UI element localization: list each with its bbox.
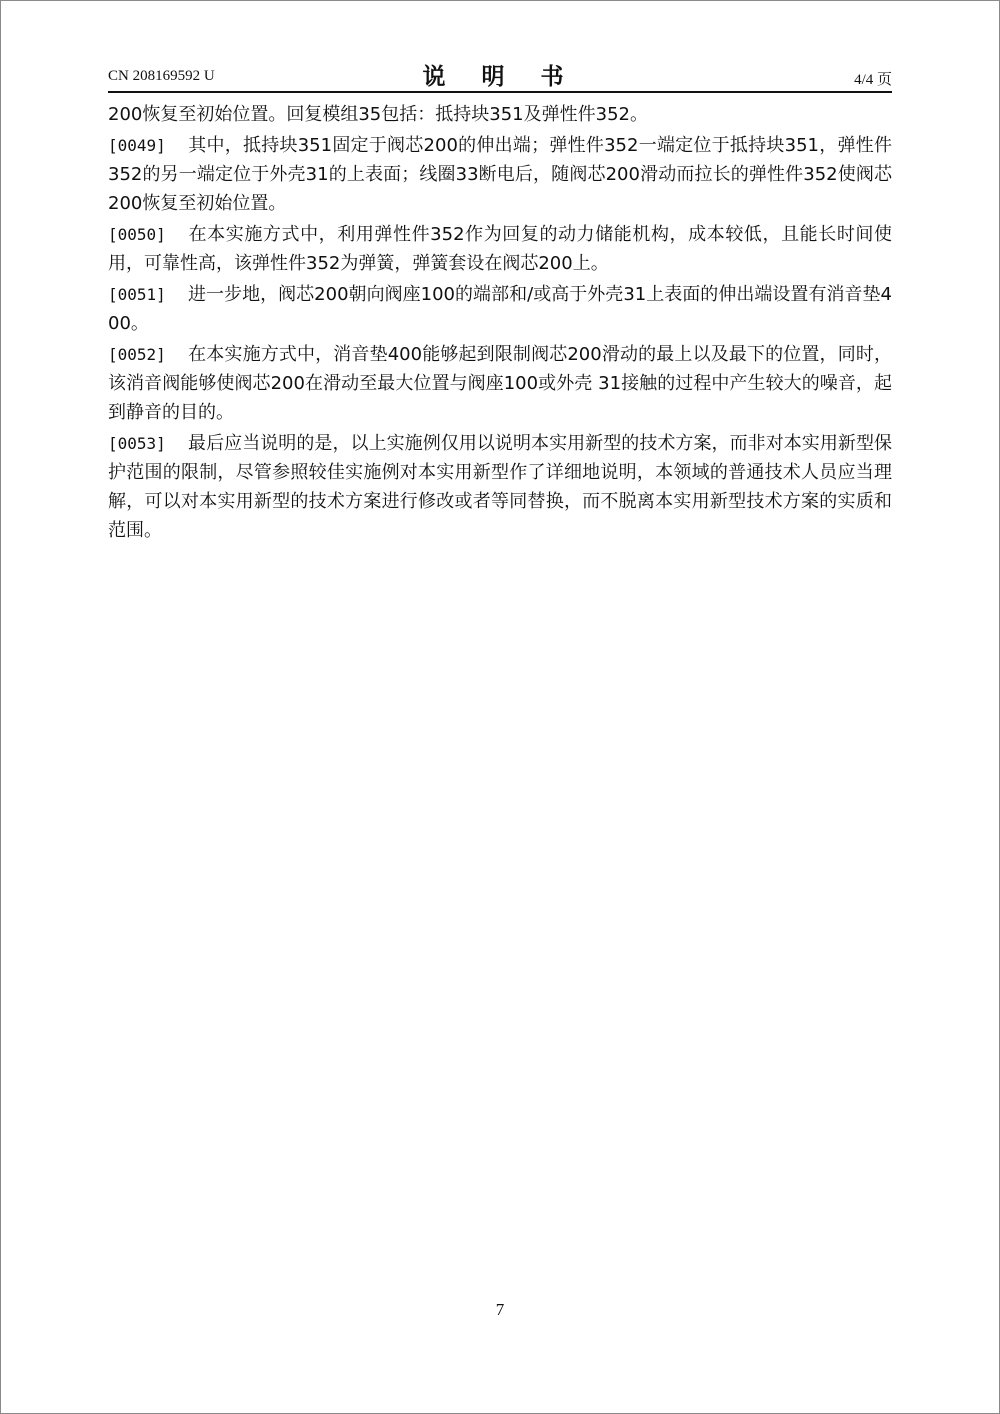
paragraph-0050	[108, 220, 892, 278]
paragraph-text: 最后应当说明的是，以上实施例仅用以说明本实用新型的技术方案，而非对本实用新型保护范围的限制，尽管参照较佳实施例对本实用新型作了详细地说明，本领域的普通技术人员应当理解，可以对本实用新型的技术方案进行修改或者等同替换，而不脱离本实用新型技术方案的实质和范围。	[108, 433, 892, 541]
paragraph-text: 在本实施方式中，利用弹性件352作为回复的动力储能机构，成本较低，且能长时间使用，可靠性高，该弹性件352为弹簧，弹簧套设在阀芯200上。	[108, 224, 892, 274]
paragraph-text: 进一步地，阀芯200朝向阀座100的端部和/或高于外壳31上表面的伸出端设置有消音垫400。	[108, 284, 892, 334]
paragraph-number: [0051]	[108, 285, 166, 304]
paragraph-text: 200恢复至初始位置。回复模组35包括：抵持块351及弹性件352。	[108, 104, 648, 125]
paragraph-text: 其中，抵持块351固定于阀芯200的伸出端；弹性件352一端定位于抵持块351，弹性件352的另一端定位于外壳31的上表面；线圈33断电后，随阀芯200滑动而拉长的弹性件352使阀芯200恢复至初始位置。	[108, 135, 892, 214]
paragraph-0052	[108, 340, 892, 427]
paragraph-number: [0052]	[108, 345, 166, 364]
paragraph-text: 在本实施方式中，消音垫400能够起到限制阀芯200滑动的最上以及最下的位置，同时，该消音阀能够使阀芯200在滑动至最大位置与阀座100或外壳 31接触的过程中产生较大的噪音，起到静音的目的。	[108, 344, 892, 423]
paragraph-0049	[108, 131, 892, 218]
paragraph-number: [0050]	[108, 225, 166, 244]
paragraph-number: [0049]	[108, 136, 166, 155]
publication-number: CN 208169592 U	[108, 68, 215, 84]
paragraph-0051	[108, 280, 892, 338]
page-number: 7	[495, 1300, 505, 1319]
document-title: 说 明 书	[422, 64, 578, 90]
page-header	[108, 58, 892, 90]
paragraph-number: [0053]	[108, 434, 166, 453]
paragraph-0053	[108, 429, 892, 545]
document-body	[108, 100, 892, 547]
page-indicator: 4/4 页	[854, 72, 892, 88]
paragraph-continuation	[108, 100, 892, 129]
header-divider	[108, 91, 892, 93]
